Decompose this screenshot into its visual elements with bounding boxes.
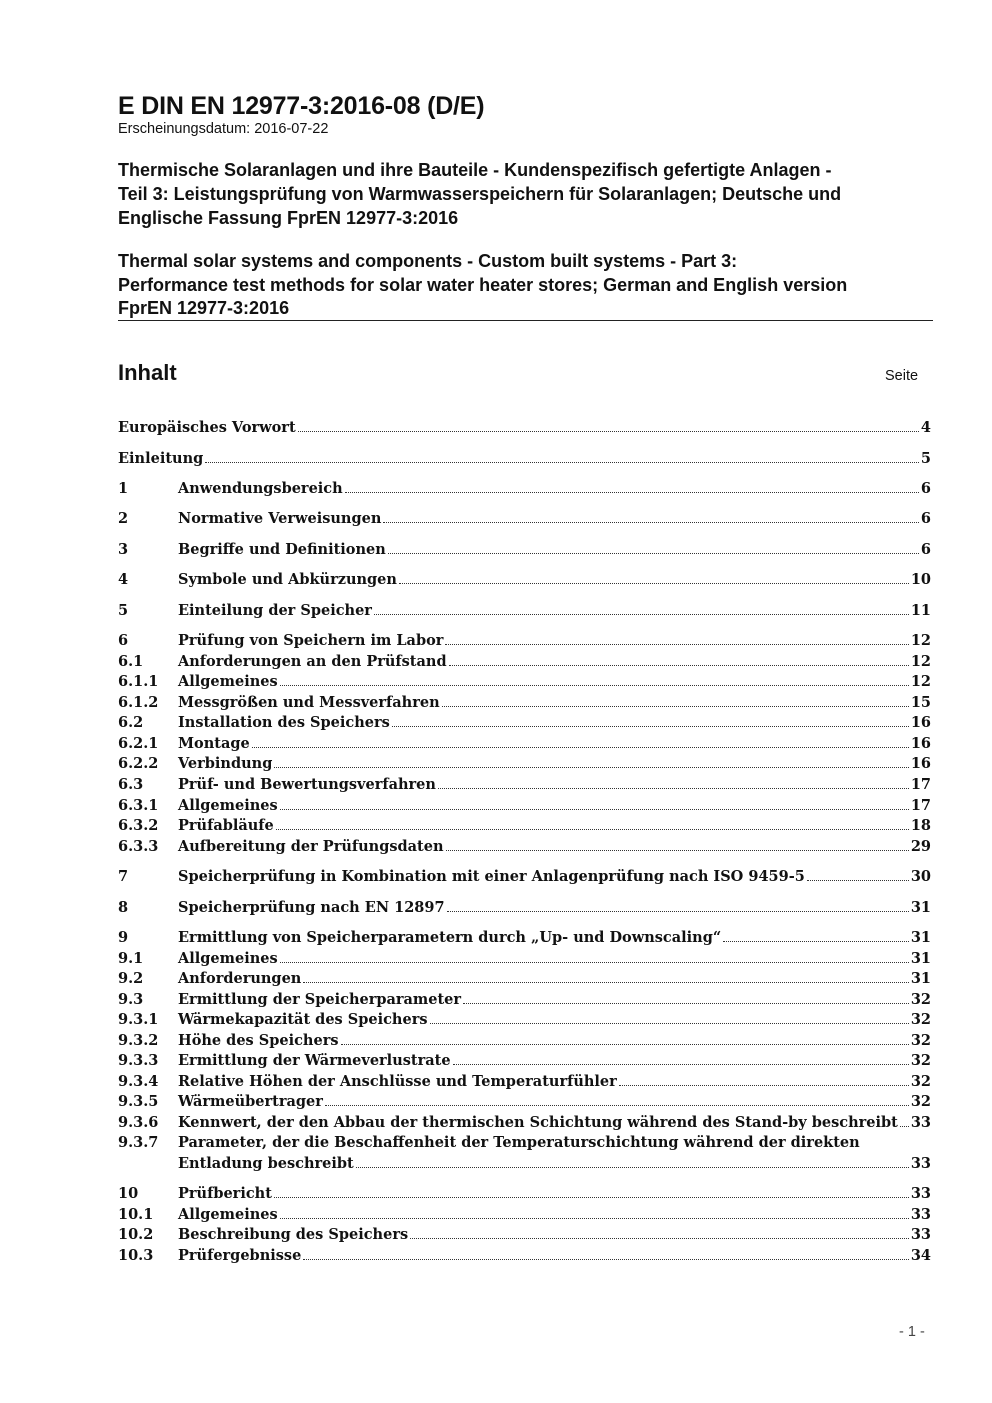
toc-entry-number: 6.3: [118, 776, 144, 793]
toc-entry-page: 31: [910, 929, 931, 946]
toc-entry[interactable]: [118, 1031, 931, 1051]
toc-entry-page: 17: [910, 797, 931, 814]
toc-entry[interactable]: [118, 509, 931, 529]
toc-leader-dots: [280, 809, 909, 810]
toc-entry-page: 33: [910, 1114, 931, 1131]
toc-entry-label: Kennwert, der den Abbau der thermischen Schichtung während des Stand-by beschreibt: [178, 1114, 898, 1131]
toc-leader-dots: [388, 553, 919, 554]
toc-entry-label: Ermittlung von Speicherparametern durch „Up- und Downscaling“: [178, 929, 722, 946]
toc-entry[interactable]: [118, 969, 931, 989]
toc-entry-label: Ermittlung der Speicherparameter: [178, 991, 462, 1008]
title-german: [118, 158, 948, 230]
toc-entry-label: Normative Verweisungen: [178, 510, 382, 527]
toc-entry[interactable]: [118, 1051, 931, 1071]
toc-entry-text: [178, 479, 931, 499]
toc-entry-label: Ermittlung der Wärmeverlustrate: [178, 1052, 451, 1069]
toc-entry-page: 6: [920, 510, 931, 527]
toc-entry-number: 3: [118, 541, 129, 558]
toc-entry-page: 16: [910, 755, 931, 772]
toc-entry-number: 9.3.4: [118, 1073, 159, 1090]
toc-entry-number: 6.1.1: [118, 673, 159, 690]
toc-entry-page: 33: [910, 1185, 931, 1202]
toc-entry[interactable]: [118, 479, 931, 499]
toc-leader-dots: [410, 1238, 909, 1239]
toc-entry-label: Beschreibung des Speichers: [178, 1226, 409, 1243]
toc-entry-number: 9.3.2: [118, 1032, 159, 1049]
toc-entry-text: [178, 1225, 931, 1245]
toc-leader-dots: [280, 685, 909, 686]
toc-leader-dots: [900, 1126, 909, 1127]
toc-entry-text: [118, 418, 931, 438]
toc-leader-dots: [274, 767, 908, 768]
toc-entry-page: 33: [910, 1206, 931, 1223]
toc-entry-text: [178, 652, 931, 672]
toc-entry[interactable]: [118, 1133, 931, 1174]
toc-entry[interactable]: [118, 1092, 931, 1112]
toc-entry-number: 6.1: [118, 653, 144, 670]
toc-leader-dots: [453, 1064, 909, 1065]
toc-leader-dots: [356, 1167, 909, 1168]
toc-leader-dots: [442, 706, 909, 707]
toc-entry-number: 7: [118, 868, 129, 885]
toc-entry-label: Speicherprüfung nach EN 12897: [178, 899, 445, 916]
title-english: [118, 250, 948, 321]
toc-leader-dots: [274, 1197, 909, 1198]
toc-entry-label: Prüfung von Speichern im Labor: [178, 632, 444, 649]
toc-leader-dots: [619, 1085, 909, 1086]
toc-entry-number: 10.3: [118, 1247, 154, 1264]
toc-entry-text: [178, 775, 931, 795]
toc-entry-text: [178, 734, 931, 754]
toc-leader-dots: [252, 747, 909, 748]
toc-entry-page: 5: [920, 450, 931, 467]
toc-entry-text: [178, 969, 931, 989]
toc-entry-page: 34: [910, 1247, 931, 1264]
toc-leader-dots: [383, 522, 919, 523]
toc-entry-label: Anwendungsbereich: [178, 480, 343, 497]
toc-entry[interactable]: [118, 734, 931, 754]
toc-leader-dots: [723, 941, 909, 942]
toc-entry-number: 6.1.2: [118, 694, 159, 711]
toc-entry[interactable]: [118, 652, 931, 672]
toc-leader-dots: [298, 431, 919, 432]
toc-entry-page: 32: [910, 1093, 931, 1110]
toc-entry-text: [178, 1246, 931, 1266]
toc-entry-page: 4: [920, 419, 931, 436]
toc-entry-number: 9.3: [118, 991, 144, 1008]
title-german-line: Thermische Solaranlagen und ihre Bauteile - Kundenspezifisch gefertigte Anlagen -: [118, 160, 832, 180]
toc-entry-page: 12: [910, 632, 931, 649]
toc-leader-dots: [807, 880, 909, 881]
toc-entry-label: Symbole und Abkürzungen: [178, 571, 397, 588]
toc-entry-text: [178, 631, 931, 651]
title-english-line: Thermal solar systems and components - Custom built systems - Part 3:: [118, 251, 738, 271]
toc-entry-label: Anforderungen an den Prüfstand: [178, 653, 447, 670]
toc-entry-label: Prüfbericht: [178, 1185, 272, 1202]
toc-leader-dots: [280, 1218, 909, 1219]
toc-entry-text: [178, 1051, 931, 1071]
toc-entry-page: 29: [910, 838, 931, 855]
toc-entry-label: Wärmeübertrager: [178, 1093, 323, 1110]
toc-entry[interactable]: [118, 949, 931, 969]
document-id: E DIN EN 12977-3:2016-08 (D/E): [118, 92, 485, 120]
toc-entry-page: 16: [910, 714, 931, 731]
toc-entry-label: Verbindung: [178, 755, 273, 772]
toc-leader-dots: [374, 614, 909, 615]
toc-entry-number: 9.3.7: [118, 1134, 159, 1151]
toc-entry-number: 9.2: [118, 970, 144, 987]
toc-entry-text: [178, 693, 931, 713]
toc-entry-page: 33: [910, 1155, 931, 1172]
toc-entry-label-line1: Parameter, der die Beschaffenheit der Temperaturschichtung während der direkten: [178, 1134, 860, 1151]
toc-entry-number: 6.3.1: [118, 797, 159, 814]
toc-entry-label: Höhe des Speichers: [178, 1032, 339, 1049]
publication-date: Erscheinungsdatum: 2016-07-22: [118, 121, 329, 137]
toc-entry-number: 9.1: [118, 950, 144, 967]
toc-entry-number: 10: [118, 1185, 139, 1202]
toc-entry-text: [178, 990, 931, 1010]
toc-entry[interactable]: [118, 449, 931, 469]
toc-entry[interactable]: [118, 1010, 931, 1030]
toc-leader-dots: [341, 1044, 909, 1045]
toc-entry-page: 12: [910, 653, 931, 670]
toc-entry[interactable]: [118, 601, 931, 621]
toc-entry-label: Einteilung der Speicher: [178, 602, 372, 619]
toc-entry[interactable]: [118, 540, 931, 560]
page-number: - 1 -: [899, 1324, 925, 1340]
toc-entry-label: Allgemeines: [178, 1206, 278, 1223]
toc-entry-label: Prüfergebnisse: [178, 1247, 302, 1264]
toc-entry-text: [178, 1154, 931, 1174]
toc-entry[interactable]: [118, 1072, 931, 1092]
toc-entry-page: 32: [910, 1032, 931, 1049]
toc-entry-label: Einleitung: [118, 450, 204, 467]
toc-entry-number: 6: [118, 632, 129, 649]
toc-entry-number: 8: [118, 899, 129, 916]
toc-entry-text: [178, 713, 931, 733]
title-german-line: Teil 3: Leistungsprüfung von Warmwasserspeichern für Solaranlagen; Deutsche und: [118, 184, 842, 204]
toc-entry-text: [178, 1072, 931, 1092]
title-english-line: FprEN 12977-3:2016: [118, 298, 290, 318]
toc-entry-label: Allgemeines: [178, 797, 278, 814]
toc-entry[interactable]: [118, 1113, 931, 1133]
toc-entry-label: Prüfabläufe: [178, 817, 274, 834]
toc-entry[interactable]: [118, 867, 931, 887]
toc-entry-number: 9.3.5: [118, 1093, 159, 1110]
toc-entry-page: 16: [910, 735, 931, 752]
toc-leader-dots: [399, 583, 909, 584]
toc-entry-text: [178, 1092, 931, 1112]
toc-entry-page: 11: [910, 602, 931, 619]
toc-entry-text: [178, 672, 931, 692]
toc-entry-label: Wärmekapazität des Speichers: [178, 1011, 428, 1028]
toc-entry-label: Anforderungen: [178, 970, 302, 987]
toc-entry-label: Entladung beschreibt: [178, 1155, 354, 1172]
toc-entry-label: Messgrößen und Messverfahren: [178, 694, 440, 711]
toc-entry-text: [178, 1113, 931, 1133]
toc-entry-page: 30: [910, 868, 931, 885]
toc-entry-page: 6: [920, 541, 931, 558]
title-divider: [118, 320, 933, 321]
title-english-line: Performance test methods for solar water heater stores; German and English version: [118, 274, 848, 295]
toc-entry-text: [178, 816, 931, 836]
toc-entry-page: 31: [910, 899, 931, 916]
toc-entry-page: 33: [910, 1226, 931, 1243]
toc-entry-label: Europäisches Vorwort: [118, 419, 296, 436]
toc-entry-text: [178, 928, 931, 948]
toc-entry-text: [178, 949, 931, 969]
toc-entry[interactable]: [118, 928, 931, 948]
toc-entry-page: 12: [910, 673, 931, 690]
toc-leader-dots: [430, 1023, 909, 1024]
toc-entry-text: [178, 1010, 931, 1030]
toc-entry-label: Aufbereitung der Prüfungsdaten: [178, 838, 444, 855]
toc-entry-number: 6.2.2: [118, 755, 159, 772]
toc-entry-page: 15: [910, 694, 931, 711]
toc-entry-number: 9.3.1: [118, 1011, 159, 1028]
toc-entry[interactable]: [118, 1205, 931, 1225]
toc-entry-page: 32: [910, 1073, 931, 1090]
toc-entry-number: 9.3.3: [118, 1052, 159, 1069]
toc-entry[interactable]: [118, 816, 931, 836]
toc-entry-label: Montage: [178, 735, 250, 752]
toc-entry-page: 31: [910, 950, 931, 967]
toc-entry[interactable]: [118, 775, 931, 795]
toc-entry-number: 9: [118, 929, 129, 946]
toc-entry-label: Installation des Speichers: [178, 714, 390, 731]
toc-entry-number: 10.1: [118, 1206, 154, 1223]
toc-entry[interactable]: [118, 796, 931, 816]
toc-entry-label: Allgemeines: [178, 950, 278, 967]
toc-entry-text: [178, 601, 931, 621]
toc-entry-page: 31: [910, 970, 931, 987]
toc-page-column-label: Seite: [885, 368, 919, 384]
toc-entry[interactable]: [118, 1225, 931, 1245]
toc-entry-number: 6.2: [118, 714, 144, 731]
toc-entry[interactable]: [118, 418, 931, 438]
toc-leader-dots: [303, 982, 908, 983]
toc-leader-dots: [345, 492, 919, 493]
toc-entry-text: [178, 1184, 931, 1204]
toc-entry[interactable]: [118, 754, 931, 774]
toc-entry-number: 2: [118, 510, 129, 527]
toc-entry-number: 1: [118, 480, 129, 497]
toc-entry-text: [178, 570, 931, 590]
toc-entry-page: 32: [910, 1052, 931, 1069]
toc-entry-number: 10.2: [118, 1226, 154, 1243]
toc-entry[interactable]: [118, 693, 931, 713]
toc-entry-number: 5: [118, 602, 129, 619]
toc-entry[interactable]: [118, 570, 931, 590]
toc-leader-dots: [446, 850, 909, 851]
toc-leader-dots: [276, 829, 909, 830]
toc-entry-text: [118, 449, 931, 469]
toc-entry-text: [178, 1031, 931, 1051]
toc-leader-dots: [392, 726, 909, 727]
toc-entry-text: [178, 509, 931, 529]
toc-leader-dots: [447, 911, 909, 912]
toc-entry-number: 9.3.6: [118, 1114, 159, 1131]
toc-entry-number: 6.2.1: [118, 735, 159, 752]
toc-leader-dots: [445, 644, 908, 645]
toc-entry-page: 32: [910, 1011, 931, 1028]
toc-entry-page: 18: [910, 817, 931, 834]
toc-leader-dots: [438, 788, 909, 789]
toc-entry[interactable]: [118, 631, 931, 651]
toc-entry-number: 4: [118, 571, 129, 588]
toc-entry-page: 6: [920, 480, 931, 497]
toc-entry-text: [178, 540, 931, 560]
toc-heading: Inhalt: [118, 360, 177, 385]
toc-entry-text: [178, 837, 931, 857]
toc-leader-dots: [449, 665, 909, 666]
toc-entry-text: [178, 1205, 931, 1225]
toc-leader-dots: [463, 1003, 909, 1004]
toc-entry[interactable]: [118, 1184, 931, 1204]
toc-entry[interactable]: [118, 837, 931, 857]
toc-entry-number: 6.3.3: [118, 838, 159, 855]
toc-entry-text: [178, 898, 931, 918]
toc-entry-label: Prüf- und Bewertungsverfahren: [178, 776, 436, 793]
toc-entry-label: Allgemeines: [178, 673, 278, 690]
toc-entry-page: 32: [910, 991, 931, 1008]
toc-leader-dots: [280, 962, 909, 963]
toc-entry[interactable]: [118, 898, 931, 918]
toc-entry-text: [178, 754, 931, 774]
toc-entry-page: 10: [910, 571, 931, 588]
toc-entry-text: [178, 867, 931, 887]
toc-leader-dots: [325, 1105, 909, 1106]
toc-entry[interactable]: [118, 1246, 931, 1266]
toc-leader-dots: [303, 1259, 909, 1260]
toc-entry[interactable]: [118, 990, 931, 1010]
toc-entry-text: [178, 796, 931, 816]
toc-entry-page: 17: [910, 776, 931, 793]
toc-entry-label: Begriffe und Definitionen: [178, 541, 386, 558]
toc-leader-dots: [205, 462, 919, 463]
toc-entry-label: Speicherprüfung in Kombination mit einer Anlagenprüfung nach ISO 9459-5: [178, 868, 805, 885]
title-german-line: Englische Fassung FprEN 12977-3:2016: [118, 208, 459, 228]
toc-entry[interactable]: [118, 672, 931, 692]
toc-entry-label: Relative Höhen der Anschlüsse und Temperaturfühler: [178, 1073, 617, 1090]
toc-entry[interactable]: [118, 713, 931, 733]
toc-entry-number: 6.3.2: [118, 817, 159, 834]
